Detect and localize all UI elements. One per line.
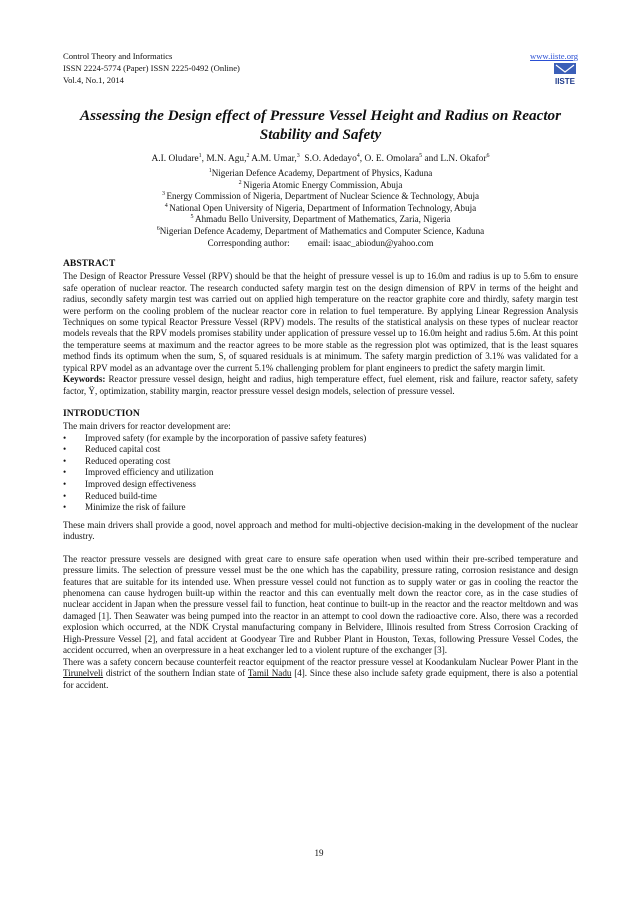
bullet-icon: •: [63, 502, 67, 513]
author-separator: ,: [359, 154, 365, 164]
affiliation-text: Energy Commission of Nigeria, Department of Nuclear Science & Technology, Abuja: [166, 191, 480, 202]
introduction-heading: INTRODUCTION: [63, 408, 140, 420]
affiliation-text: Ahmadu Bello University, Department of Mathematics, Zaria, Nigeria: [195, 214, 451, 225]
paper-page: [63, 50, 578, 691]
running-header: [63, 50, 578, 62]
affiliation-text: National Open University of Nigeria, Department of Information Technology, Abuja: [169, 202, 477, 213]
intro-paragraph-3: There was a safety concern because counterfeit reactor equipment of the reactor pressure vessel at Koodankulam Nuclear Power Plant in the Tirunelveli district of the southern Indian state of Tamil Nadu [4]. Since these also include safety grade equipment, there is also a potential for accident.: [63, 656, 578, 690]
affiliation-number: 3: [161, 191, 167, 198]
bullet-icon: •: [63, 478, 67, 489]
journal-name: Control Theory and Informatics: [63, 51, 173, 61]
author-separator: ,: [201, 154, 207, 164]
list-item: [63, 467, 578, 479]
affiliation-line: [63, 168, 578, 180]
affiliation-text: Nigeria Atomic Energy Commission, Abuja: [243, 179, 403, 190]
bullet-icon: •: [63, 455, 67, 466]
list-item-text: Minimize the risk of failure: [85, 502, 186, 513]
author-name: A.I. Oludare: [151, 154, 199, 164]
keywords-label: Keywords:: [63, 374, 106, 385]
author-affiliation-number: 4: [356, 152, 360, 159]
journal-url-link[interactable]: www.iiste.org: [530, 51, 578, 61]
drivers-list: [63, 433, 578, 514]
list-item: [63, 491, 578, 503]
drivers-lead: The main drivers for reactor development are:: [63, 421, 231, 432]
list-item-text: Reduced capital cost: [85, 444, 161, 455]
bullet-icon: •: [63, 444, 67, 455]
list-item: [63, 502, 578, 514]
keywords-text: Reactor pressure vessel design, height and radius, high temperature effect, fuel element, risk and failure, reactor safety, safety factor, Ÿ, optimization, stability margin, reactor pressure vessel design models, selection of pressure vessel.: [63, 374, 578, 396]
list-item: [63, 444, 578, 456]
affiliation-number: 2: [238, 179, 244, 186]
list-item-text: Reduced build-time: [85, 490, 157, 501]
bullet-icon: •: [63, 432, 67, 443]
author-name: O. E. Omolara: [364, 154, 420, 164]
abstract-text: The Design of Reactor Pressure Vessel (RPV) should be that the height of pressure vessel is up to 16.0m and radius is up to 5.6m to ensure safe operation of nuclear reactor. The research conducted safety margin test on the design dimension of RPV in terms of the height and radius, secondly safety margin test was carried out on applied high temperature on the reactor graphite core and thirdly, safety margin test were perform on the cooling problem of the nuclear reactor core in relation to fuel temperature. By applying Linear Regression Analysis Techniques on some typical Reactor Pressure Vessel (RPV) models. The results of the statistical analysis on these types of nuclear reactor models reveals that the RPV models promises stability under application of pressure vessel up to 16.0m height and radius 5.6m. At this point the temperature seems at maximum and the reactor agrees to be more stable as the regression plot was optimized, that is the least squares method finds its optimum when the sum, S, of squared residuals is at minimum. The safety margin prediction of 3.1% was validated for a typical RPV model as an advantage over the current 5.1% challenging problem for plant engineers to predict the safety margin limit.: [63, 271, 578, 373]
author-affiliation-number: 1: [198, 152, 202, 159]
abstract-heading: ABSTRACT: [63, 258, 116, 270]
affiliation-line: [63, 214, 578, 226]
paper-title: Assessing the Design effect of Pressure Vessel Height and Radius on Reactor Stability and Safety: [79, 107, 562, 143]
iiste-logo: [552, 62, 578, 88]
author-name: A.M. Umar,: [251, 154, 297, 164]
affiliation-number: 6: [156, 225, 160, 232]
author-affiliation-number: 5: [419, 152, 423, 159]
list-item-text: Reduced operating cost: [85, 455, 171, 466]
author-name: S.O. Adedayo: [304, 154, 357, 164]
list-item: [63, 456, 578, 468]
page-number: 19: [314, 848, 324, 858]
intro-paragraph-1: These main drivers shall provide a good, novel approach and method for multi-objective decision-making in the development of the nuclear industry.: [63, 519, 578, 542]
list-item: [63, 433, 578, 445]
list-item-text: Improved efficiency and utilization: [85, 467, 214, 478]
affiliation-text: Nigerian Defence Academy, Department of Mathematics and Computer Science, Kaduna: [159, 225, 485, 236]
affiliation-line: [63, 191, 578, 203]
logo-text: IISTE: [554, 77, 576, 86]
author-affiliation-number: 2: [246, 152, 250, 159]
tamil-nadu-link[interactable]: Tamil Nadu: [247, 668, 292, 679]
author-separator: and: [422, 154, 441, 164]
author-name: L.N. Okafor: [440, 154, 487, 164]
bullet-icon: •: [63, 490, 67, 501]
volume-line: Vol.4, No.1, 2014: [63, 75, 124, 85]
affiliation-number: 1: [208, 167, 212, 174]
keywords: [63, 374, 578, 397]
author-name: M.N. Agu,: [206, 154, 247, 164]
affiliation-line: [63, 226, 578, 238]
affiliation-number: 4: [164, 202, 170, 209]
corresponding-author: Corresponding author: email: isaac_abiodun@yahoo.com: [207, 237, 434, 248]
author-list: [63, 153, 578, 165]
list-item-text: Improved design effectiveness: [85, 478, 196, 489]
affiliation-line: [63, 203, 578, 215]
intro-paragraph-2: The reactor pressure vessels are designed with great care to ensure safe operation when used within their pre-scribed temperature and pressure limits. The selection of pressure vessel must be the one which has the capability, pressure rating, corrosion resistance and design features that are suitable for its intended use. When pressure vessel could not function as to supply water or gas in cooling the reactor the phenomena can cause hydrogen built-up within the reactor and this can eventually melt down the reactor core, as in the case studies of nuclear accident in Japan when the pressure vessel fail to function, heat continue to built-up in the reactor and the reactor meltdown and was damaged [1]. Then Seawater was being pumped into the reactor in an attempt to cool down the radioactive core. Also, there was a recorded explosion which occurred, at the NDK Crystal manufacturing company in Belvidere, Illinois resulted from Stress Corrosion Cracking of High-Pressure Vessel [2], and fatal accident at Goodyear Tire and Rubber Plant in Houston, Texas, following Pressure Vessel Codes, the accident occurred, when an overpressure in a heat exchanger led to a violent rupture of the exchanger [3].: [63, 553, 578, 656]
tirunelveli-link[interactable]: Tirunelveli: [63, 668, 104, 679]
bullet-icon: •: [63, 467, 67, 478]
author-affiliation-number: 6: [486, 152, 490, 159]
author-affiliation-number: 3: [296, 152, 300, 159]
list-item-text: Improved safety (for example by the incorporation of passive safety features): [85, 432, 367, 443]
affiliation-list: [63, 168, 578, 238]
affiliation-line: [63, 180, 578, 192]
affiliation-text: Nigerian Defence Academy, Department of Physics, Kaduna: [211, 168, 433, 178]
issn-line: ISSN 2224-5774 (Paper) ISSN 2225-0492 (Online): [63, 63, 240, 73]
list-item: [63, 479, 578, 491]
affiliation-number: 5: [190, 214, 195, 221]
